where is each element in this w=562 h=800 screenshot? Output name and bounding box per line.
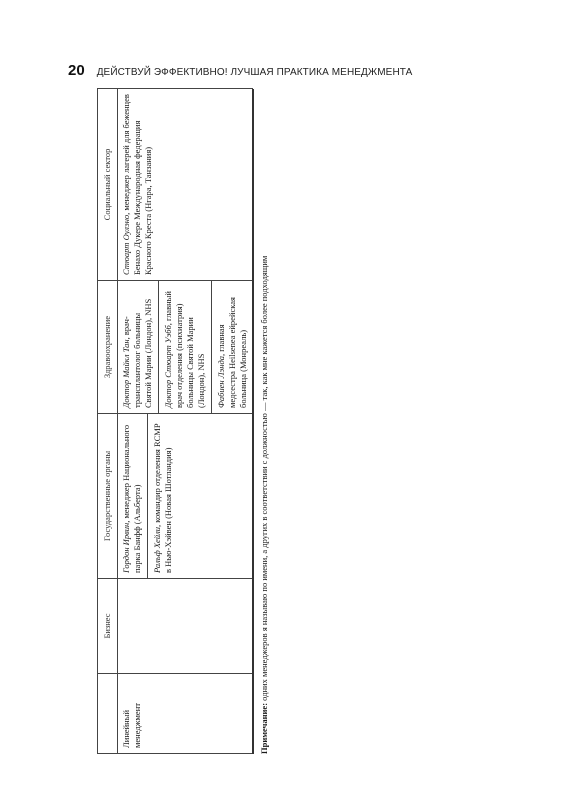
table-row	[118, 89, 253, 754]
running-head	[68, 62, 508, 82]
column-header-healthcare: Здравоохранение	[98, 281, 118, 414]
manager-desc: менеджер Национального парка Банфф (Альберта)	[121, 424, 142, 573]
manager-name: Гордон Ирвин,	[121, 520, 131, 573]
manager-desc: главный врач отделения (психиатрия) больницы Святой Марии (Лондон), NHS	[163, 291, 206, 408]
note-label: Примечание:	[259, 702, 269, 754]
social-sector-cell	[118, 89, 253, 281]
government-cell	[118, 414, 253, 579]
column-header	[98, 674, 118, 754]
table-header-row	[98, 89, 118, 754]
column-header-business: Бизнес	[98, 579, 118, 674]
column-header-government: Государственные органы	[98, 414, 118, 579]
note-text: одних менеджеров я называю по имени, а других в соответствии с должностью — так, как мне кажется более подходящим	[259, 255, 269, 703]
book-title: ДЕЙСТВУЙ ЭФФЕКТИВНО! ЛУЧШАЯ ПРАКТИКА МЕНЕДЖМЕНТА	[96, 67, 413, 78]
table-note	[252, 89, 270, 754]
managers-table	[97, 88, 253, 754]
manager-entry	[121, 94, 154, 275]
row-label: Линейный менеджмент	[118, 674, 253, 754]
manager-name: Стюарт Оулэно,	[121, 212, 131, 275]
rotated-table-block	[97, 89, 269, 754]
manager-name: Фабиен Лэнда,	[216, 353, 226, 408]
business-cell	[118, 579, 253, 674]
manager-entry	[121, 286, 154, 408]
manager-desc: врач-трансплантолог больницы Святой Марии (Лондон), NHS	[121, 298, 153, 408]
manager-entry	[121, 419, 143, 573]
page-number: 20	[68, 62, 85, 79]
column-header-social-sector: Социальный сектор	[98, 89, 118, 281]
manager-entry	[158, 281, 207, 413]
manager-name: Доктор Стюарт Уэбб,	[163, 323, 173, 408]
manager-desc: командир отделения RCMP в Нью-Хэйвен (Новая Шотландия)	[152, 423, 173, 573]
manager-name: Доктор Майкл Тан,	[121, 337, 131, 408]
healthcare-cell	[118, 281, 253, 414]
manager-desc: главная медсестра Heilsenea ейрейская больница (Монреаль)	[216, 297, 248, 408]
manager-entry	[211, 281, 249, 413]
manager-entry	[147, 414, 174, 578]
manager-desc: менеджер лагерей для беженцев Бенахо Дукере Международная федерация Красного Креста (Нгара, Танзания)	[121, 94, 153, 275]
manager-name: Ральф Хейли,	[152, 524, 162, 573]
